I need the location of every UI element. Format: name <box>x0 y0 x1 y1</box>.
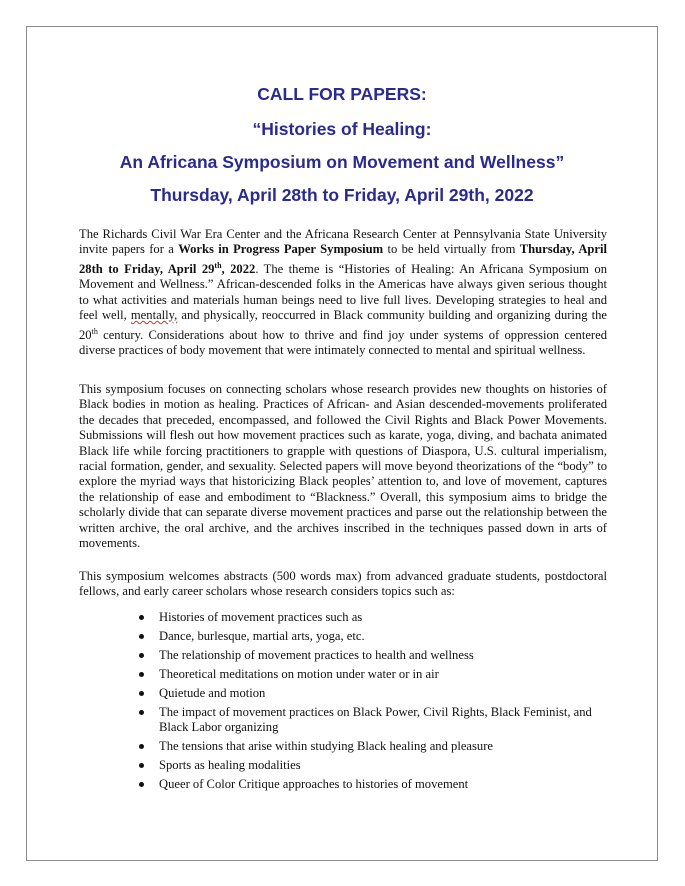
list-item: Dance, burlesque, martial arts, yoga, etc. <box>125 629 617 644</box>
list-item: Sports as healing modalities <box>125 758 617 773</box>
symposium-dates-heading: Thursday, April 28th to Friday, April 29th, 2022 <box>150 185 534 205</box>
bullet-icon <box>139 710 144 715</box>
list-item: Queer of Color Critique approaches to histories of movement <box>125 777 617 792</box>
intro-text-5: century. Considerations about how to thrive and find joy under systems of oppression centered diverse practices of body movement that were intimately connected to mental and spiritual wellness. <box>79 327 607 358</box>
bullet-icon <box>139 782 144 787</box>
topics-list <box>125 610 617 796</box>
bullet-icon <box>139 763 144 768</box>
intro-bold-dates: Thursday, April 28th to Friday, April 29th, 2022 <box>79 242 608 276</box>
list-item: The impact of movement practices on Black Power, Civil Rights, Black Feminist, and Black Labor organizing <box>125 705 617 736</box>
bullet-icon <box>139 653 144 658</box>
intro-text-3: . The theme is “Histories of Healing: An Africana Symposium on Movement and Wellness.” African-descended folks in the Americas have always given serious thought to what activities and materials human beings need to live full lives. Developing strategies to heal and feel well, <box>79 262 608 323</box>
spellcheck-word: mentally, <box>130 308 178 323</box>
list-item: Histories of movement practices such as <box>125 610 617 625</box>
list-item: The tensions that arise within studying Black healing and pleasure <box>125 739 617 754</box>
bullet-icon <box>139 744 144 749</box>
bullet-icon <box>139 691 144 696</box>
symposium-title-line1: “Histories of Healing: <box>252 119 432 139</box>
intro-bold-symposium: Works in Progress Paper Symposium <box>178 242 384 257</box>
century-superscript: th <box>91 326 98 336</box>
list-item: The relationship of movement practices to health and wellness <box>125 648 617 663</box>
call-for-papers-heading: CALL FOR PAPERS: <box>257 84 427 104</box>
call-paragraph: This symposium welcomes abstracts (500 words max) from advanced graduate students, postdoctoral fellows, and early career scholars whose research considers topics such as: <box>79 569 607 599</box>
intro-paragraph <box>79 227 607 359</box>
list-item: Theoretical meditations on motion under water or in air <box>125 667 617 682</box>
bullet-icon <box>139 634 144 639</box>
intro-text-1: The Richards Civil War Era Center and the Africana Research Center at Pennsylvania State University invite papers for a <box>79 227 607 257</box>
bullet-icon <box>139 615 144 620</box>
list-item: Quietude and motion <box>125 686 617 701</box>
intro-text-4: and physically, reoccurred in Black community building and organizing during the 20 <box>79 308 608 342</box>
symposium-title-line2: An Africana Symposium on Movement and Wellness” <box>119 152 565 172</box>
focus-paragraph: This symposium focuses on connecting scholars whose research provides new thoughts on histories of Black bodies in motion as healing. Practices of African- and Asian descended-movements proliferated the decades that preceded, encompassed, and followed the Civil Rights and Black Power Movements. Submissions will flesh out how movement practices such as karate, yoga, diving, and bachata animated Black life while forcing practitioners to grapple with questions of Diaspora, U.S. cultural imperialism, racial formation, gender, and sexuality. Selected papers will move beyond theorizations of the “body” to explore the myriad ways that historicizing Black peoples’ attention to, and love of movement, captures the relationship of ease and embodiment to “Blackness.” Overall, this symposium aims to bridge the scholarly divide that can separate diverse movement practices and parse out the relationship between the written archive, the oral archive, and the archives inscribed in the techniques passed down in arts of movements. <box>79 382 607 551</box>
document-page <box>26 26 658 861</box>
intro-text-2: to be held virtually from <box>383 242 520 257</box>
bullet-icon <box>139 672 144 677</box>
